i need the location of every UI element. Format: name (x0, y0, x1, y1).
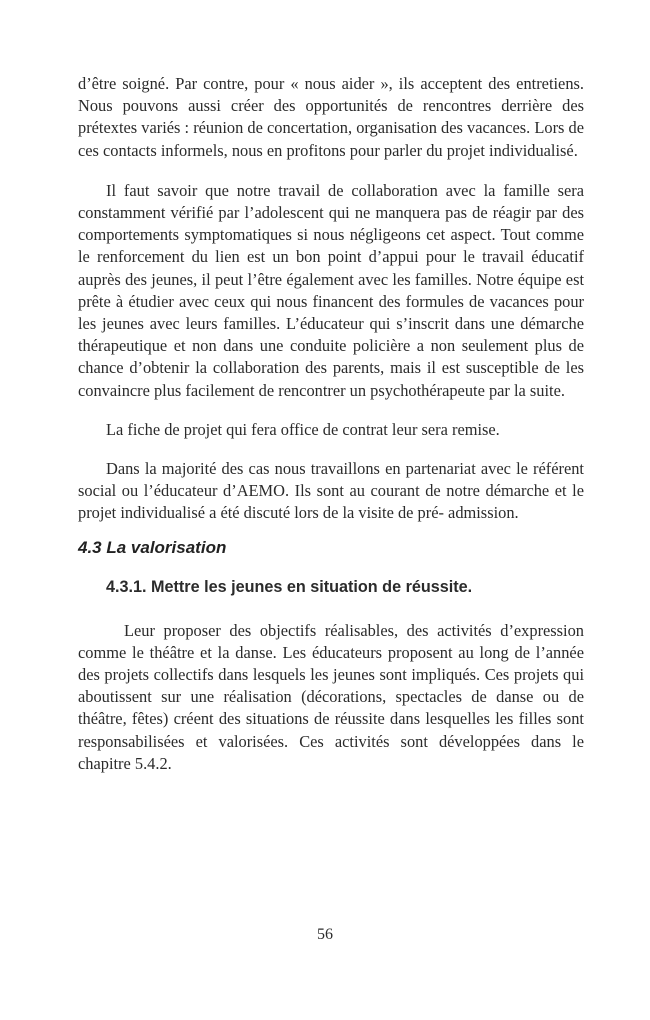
subsection-title: 4.3.1. Mettre les jeunes en situation de réussite. (106, 577, 473, 596)
paragraph-partnership: Dans la majorité des cas nous travaillons en partenariat avec le référent social ou l’éducateur d’AEMO. Ils sont au courant de notre démarche et le projet individualisé a été discuté lors de la visite de pré- admission. (78, 459, 584, 523)
page-number: 56 (317, 926, 333, 943)
paragraph-project-sheet: La fiche de projet qui fera office de contrat leur sera remise. (106, 419, 500, 439)
section-title: 4.3 La valorisation (78, 537, 227, 557)
paragraph-family-collaboration: Il faut savoir que notre travail de collaboration avec la famille sera constamment vérifié par l’adolescent qui ne manquera pas de réagir par des comportements symptomatiques si nous négligeons cet aspect. Tout comme le renforcement du lien est un bon point d’appui pour le travail éducatif auprès des jeunes, il peut l’être également avec les familles. Notre équipe est prête à étudier avec ceux qui nous financent des formules de vacances pour les jeunes avec leurs familles. L’éducateur qui s’inscrit dans une démarche thérapeutique et non dans une conduite policière a non seulement plus de chance d’obtenir la collaboration des parents, mais il est susceptible de les convaincre plus facilement de rencontrer un psychothérapeute par la suite. (78, 180, 584, 400)
document-page (78, 73, 584, 775)
paragraph-continuation: d’être soigné. Par contre, pour « nous aider », ils acceptent des entretiens. Nous pouvons aussi créer des opportunités de rencontres derrière des prétextes variés : réunion de concertation, organisation des vacances. Lors de ces contacts informels, nous en profitons pour parler du projet individualisé. (78, 74, 584, 160)
paragraph-success-situations: Leur proposer des objectifs réalisables, des activités d’expression comme le théâtre et la danse. Les éducateurs proposent au long de l’année des projets collectifs dans lesquels les jeunes sont impliqués. Ces projets qui aboutissent sur une réalisation (décorations, spectacles de danse ou de théâtre, fêtes) créent des situations de réussite dans lesquelles les filles sont responsabilisées et valorisées. Ces activités sont développées dans le chapitre 5.4.2. (78, 620, 584, 773)
